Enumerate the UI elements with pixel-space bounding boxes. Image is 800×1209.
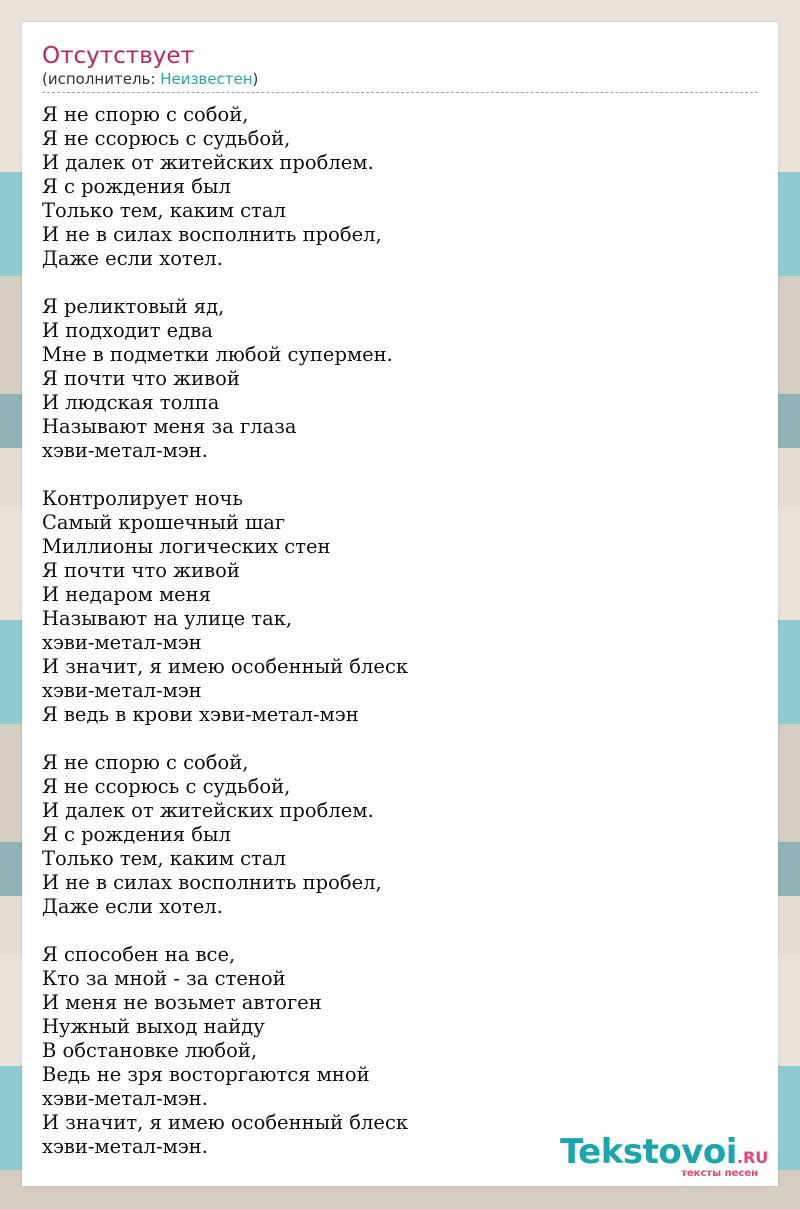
stanza-break [42,919,758,943]
lyric-line: И подходит едва [42,319,213,342]
lyric-line: Я с рождения был [42,823,231,846]
stanza-break [42,463,758,487]
lyric-line: Я реликтовый яд, [42,295,225,318]
lyric-line: Я с рождения был [42,175,231,198]
lyric-line: Контролирует ночь [42,487,243,510]
lyric-line: Нужный выход найду [42,1015,265,1038]
lyric-line: Называют на улице так, [42,607,293,630]
lyric-line: хэви-метал-мэн. [42,439,208,462]
lyric-line: И недаром меня [42,583,211,606]
logo-tld: .RU [736,1148,769,1167]
stanza-break [42,727,758,751]
lyric-line: Мне в подметки любой супермен. [42,343,393,366]
lyric-line: Только тем, каким стал [42,199,286,222]
lyric-line: Кто за мной - за стеной [42,967,286,990]
lyric-line: хэви-метал-мэн. [42,1087,208,1110]
artist-link[interactable]: Неизвестен [160,70,253,88]
lyric-line: Я не спорю с собой, [42,751,249,774]
lyric-line: Я не ссорюсь с судьбой, [42,775,291,798]
site-logo[interactable] [560,1132,770,1184]
lyric-line: хэви-метал-мэн [42,679,202,702]
lyric-line: И меня не возьмет автоген [42,991,322,1014]
lyric-line: И далек от житейских проблем. [42,151,374,174]
artist-line [42,70,758,93]
lyric-line: И людская толпа [42,391,220,414]
lyric-line: Я не ссорюсь с судьбой, [42,127,291,150]
lyric-line: Я почти что живой [42,559,240,582]
lyric-line: И не в силах восполнить пробел, [42,871,382,894]
artist-suffix: ) [252,70,259,88]
lyric-line: хэви-метал-мэн [42,631,202,654]
lyric-line: Даже если хотел. [42,895,223,918]
logo-tagline: тексты песен [681,1168,758,1179]
lyric-line: И не в силах восполнить пробел, [42,223,382,246]
stanza-break [42,271,758,295]
artist-prefix: (исполнитель: [42,70,161,88]
lyric-line: хэви-метал-мэн. [42,1135,208,1158]
lyric-line: Я ведь в крови хэви-метал-мэн [42,703,359,726]
lyric-line: В обстановке любой, [42,1039,258,1062]
lyric-line: Я способен на все, [42,943,236,966]
lyric-line: И значит, я имею особенный блеск [42,655,409,678]
lyric-line: Даже если хотел. [42,247,223,270]
lyric-line: И значит, я имею особенный блеск [42,1111,409,1134]
lyric-line: Самый крошечный шаг [42,511,286,534]
song-title: Отсутствует [42,43,194,69]
lyric-line: Миллионы логических стен [42,535,331,558]
logo-name: Tekstovoi [560,1132,737,1172]
lyric-line: Я почти что живой [42,367,240,390]
lyrics-text [42,103,758,1159]
lyric-line: Я не спорю с собой, [42,103,249,126]
lyric-line: Только тем, каким стал [42,847,286,870]
lyric-line: И далек от житейских проблем. [42,799,374,822]
lyrics-card [22,22,778,1186]
lyric-line: Называют меня за глаза [42,415,297,438]
lyric-line: Ведь не зря восторгаются мной [42,1063,370,1086]
